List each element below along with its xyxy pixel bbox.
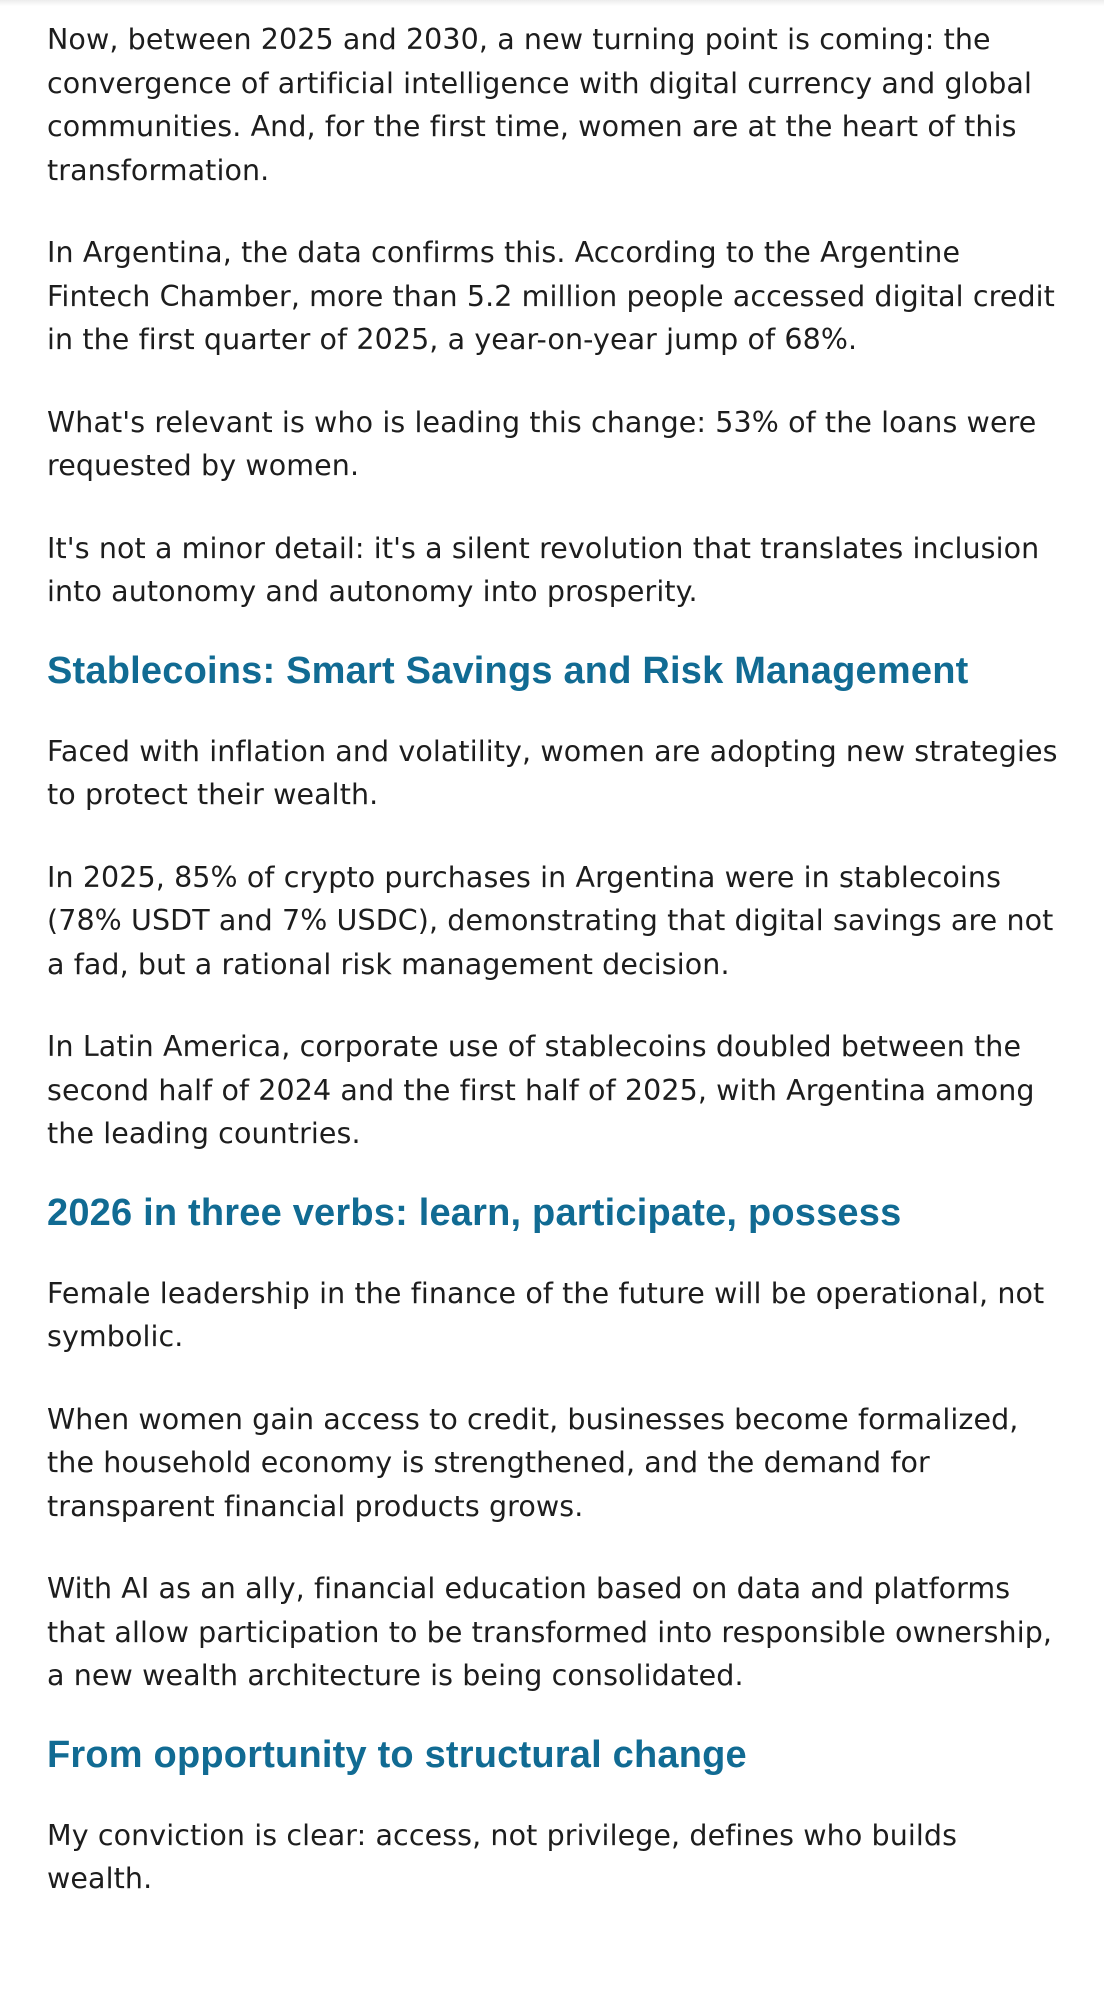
top-edge-shadow (0, 0, 1104, 6)
paragraph-latin-america: In Latin America, corporate use of stablecoins doubled between the second half of 2024 and the first half of 2025, with Argentina among the leading countries. (47, 1030, 1035, 1150)
section-heading-three-verbs: 2026 in three verbs: learn, participate, possess (47, 1191, 902, 1234)
paragraph-turning-point: Now, between 2025 and 2030, a new turning point is coming: the convergence of artificial intelligence with digital currency and global communities. And, for the first time, women are at the heart of this transformation. (47, 23, 1033, 187)
paragraph-argentina-data: In Argentina, the data confirms this. According to the Argentine Fintech Chamber, more than 5.2 million people accessed digital credit in the first quarter of 2025, a year-on-year jump of 68%. (47, 236, 1055, 356)
paragraph-crypto-purchases: In 2025, 85% of crypto purchases in Argentina were in stablecoins (78% USDT and 7% USDC), demonstrating that digital savings are not a fad, but a rational risk management decision. (47, 860, 1054, 981)
paragraph-inflation: Faced with inflation and volatility, women are adopting new strategies to protect their wealth. (47, 734, 1058, 811)
article-body (47, 18, 1059, 1940)
paragraph-access-to-credit: When women gain access to credit, businesses become formalized, the household economy is strengthened, and the demand for transparent financial products grows. (47, 1402, 1019, 1523)
section-heading-structural-change: From opportunity to structural change (47, 1733, 747, 1776)
paragraph-who-leads: What's relevant is who is leading this change: 53% of the loans were requested by women. (47, 405, 1037, 482)
paragraph-silent-revolution: It's not a minor detail: it's a silent revolution that translates inclusion into autonomy and autonomy into prosperity. (47, 531, 1040, 608)
paragraph-female-leadership: Female leadership in the finance of the future will be operational, not symbolic. (47, 1276, 1045, 1353)
paragraph-conviction: My conviction is clear: access, not privilege, defines who builds wealth. (47, 1818, 958, 1895)
section-heading-stablecoins: Stablecoins: Smart Savings and Risk Management (47, 649, 969, 692)
paragraph-ai-ally: With AI as an ally, financial education based on data and platforms that allow participation to be transformed into responsible ownership, a new wealth architecture is being consolidated. (47, 1572, 1053, 1692)
